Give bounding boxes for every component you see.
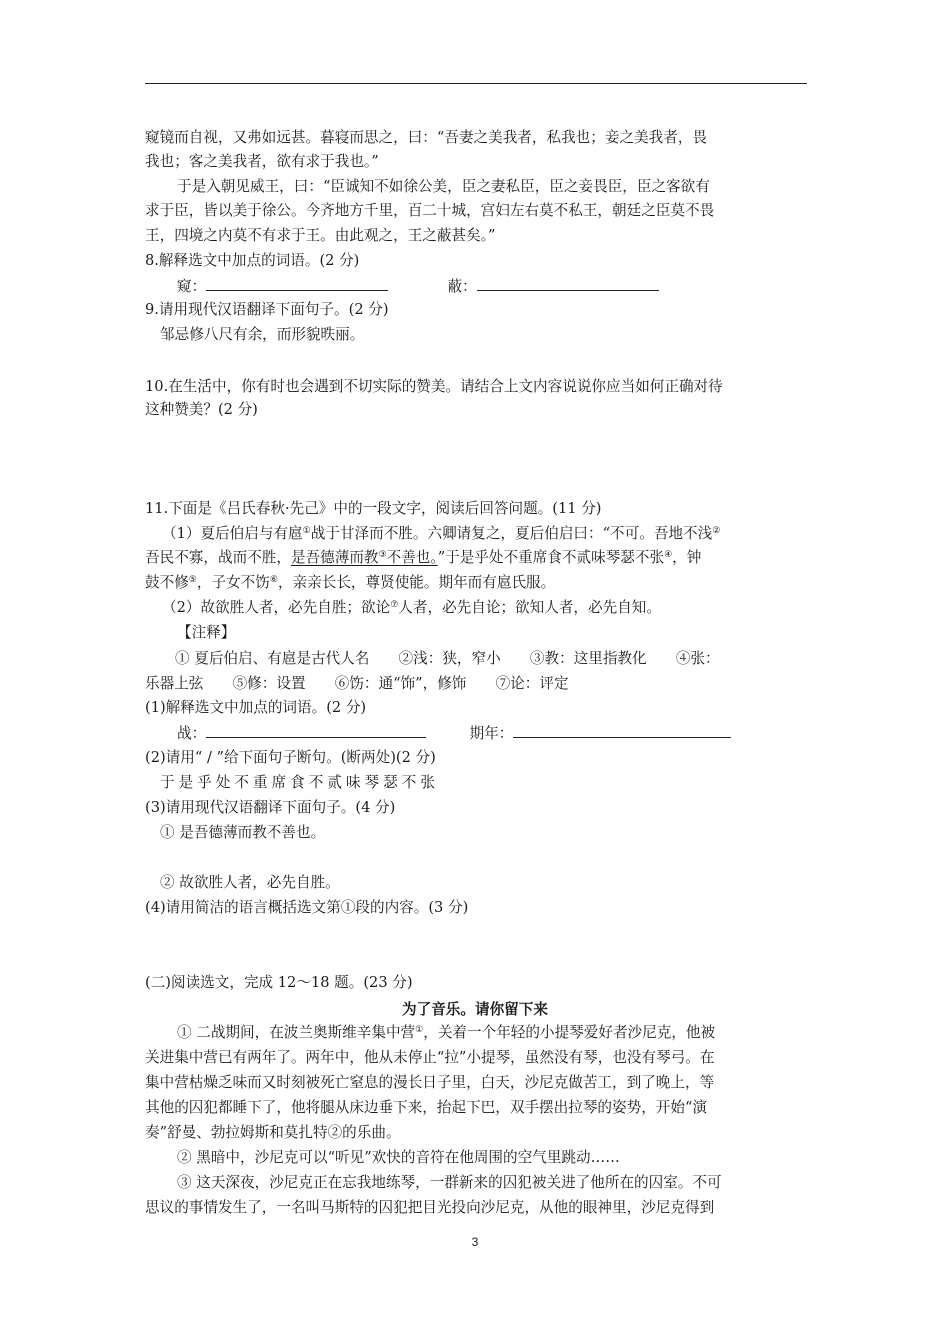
header-rule bbox=[145, 83, 807, 84]
sub1-word-1: 战： bbox=[177, 725, 207, 742]
q11-sub3-a: ① 是吾德薄而教不善也。 bbox=[160, 824, 326, 841]
section-2-heading: (二)阅读选文，完成 12～18 题。(23 分) bbox=[145, 974, 413, 991]
q8-word-2: 蔽： bbox=[447, 278, 477, 295]
q8-blank-1[interactable] bbox=[206, 276, 388, 291]
passage-line: 于是入朝见威王，曰：“臣诚知不如徐公美，臣之妻私臣，臣之妾畏臣，臣之客欲有 bbox=[177, 178, 710, 195]
article-p2: ② 黑暗中，沙尼克可以“听见”欢快的音符在他周围的空气里跳动…… bbox=[177, 1149, 620, 1166]
passage-line: 我也；客之美我者，欲有求于我也。” bbox=[145, 153, 379, 170]
footnote-mark: ⑤ bbox=[188, 575, 197, 585]
q11-sub4: (4)请用简洁的语言概括选文第①段的内容。(3 分) bbox=[145, 899, 469, 916]
text-run: 是吾德薄而教 bbox=[290, 549, 379, 566]
passage-line: 王，四境之内莫不有求于王。由此观之，王之蔽甚矣。” bbox=[145, 227, 496, 244]
footnote-mark: ⑦ bbox=[390, 600, 399, 610]
article-p1-line1 bbox=[177, 1023, 715, 1043]
article-title: 为了音乐。请你留下来 bbox=[402, 1001, 548, 1018]
passage-line: 窥镜而自视，又弗如远甚。暮寝而思之，曰：“吾妻之美我者，私我也；妾之美我者，畏 bbox=[145, 129, 708, 146]
q8-blank-2[interactable] bbox=[477, 276, 659, 291]
q11-sub3-b: ② 故欲胜人者，必先自胜。 bbox=[160, 874, 340, 891]
passage-line: 求于臣，皆以美于徐公。今齐地方千里，百二十城，宫妇左右莫不私王，朝廷之臣莫不畏 bbox=[145, 202, 715, 219]
notes-title: 【注释】 bbox=[177, 624, 236, 641]
question-11: 11.下面是《吕氏春秋·先己》中的一段文字，阅读后回答问题。(11 分) bbox=[145, 500, 602, 517]
sub1-blank-1[interactable] bbox=[206, 723, 426, 738]
q11-sub2: (2)请用“ / ”给下面句子断句。(断两处)(2 分) bbox=[145, 749, 436, 766]
text-run: （2）故欲胜人者，必先自胜；欲论 bbox=[162, 599, 391, 616]
page-number: 3 bbox=[471, 1235, 479, 1249]
footnote-mark: ① bbox=[302, 526, 311, 536]
text-run: ，钟 bbox=[672, 549, 702, 566]
q11-sub1: (1)解释选文中加点的词语。(2 分) bbox=[145, 699, 367, 716]
q11-sub2-sentence: 于是乎处不重席食不贰味琴瑟不张 bbox=[160, 774, 439, 791]
footnote-mark: ③ bbox=[378, 550, 387, 560]
q11-para2 bbox=[162, 598, 661, 618]
article-p1-line4: 其他的囚犯都睡下了，他将腿从床边垂下来，抬起下巴，双手摆出拉琴的姿势，开始“演 bbox=[145, 1099, 708, 1116]
notes-line2: 乐器上弦 ⑤修：设置 ⑥饬：通“饰”，修饰 ⑦论：评定 bbox=[145, 675, 569, 692]
question-8: 8.解释选文中加点的词语。(2 分) bbox=[145, 252, 360, 269]
notes-line1: ① 夏后伯启、有扈是古代人名 ②浅：狭，窄小 ③教：这里指教化 ④张： bbox=[175, 650, 720, 667]
q8-answer-row bbox=[177, 276, 659, 297]
footnote-mark: ④ bbox=[664, 550, 673, 560]
footnote-mark: ② bbox=[712, 526, 721, 536]
footnote-mark: ① bbox=[415, 1025, 424, 1035]
question-9: 9.请用现代汉语翻译下面句子。(2 分) bbox=[145, 301, 389, 318]
text-run: 不善也。 bbox=[386, 549, 438, 566]
text-run: ，关着一个年轻的小提琴爱好者沙尼克，他被 bbox=[423, 1024, 716, 1041]
footnote-mark: ⑥ bbox=[269, 575, 278, 585]
sub1-blank-2[interactable] bbox=[513, 723, 731, 738]
sub1-word-2: 期年： bbox=[469, 725, 514, 742]
q11-sub1-answer-row bbox=[177, 723, 731, 744]
text-run: ，子女不饬 bbox=[196, 574, 270, 591]
q11-para1-line3 bbox=[145, 573, 555, 593]
text-run: 人者，必先自论；欲知人者，必先自知。 bbox=[398, 599, 661, 616]
q11-sub3: (3)请用现代汉语翻译下面句子。(4 分) bbox=[145, 799, 396, 816]
text-run: 吾民不寡，战而不胜， bbox=[145, 549, 291, 566]
question-10-line2: 这种赞美？(2 分) bbox=[145, 401, 258, 418]
article-p3-line2: 思议的事情发生了，一名叫马斯特的囚犯把目光投向沙尼克，从他的眼神里，沙尼克得到 bbox=[145, 1199, 715, 1216]
underlined-sentence bbox=[291, 549, 438, 566]
q11-para1-line2 bbox=[145, 548, 701, 568]
article-p3-line1: ③ 这天深夜，沙尼克正在忘我地练琴，一群新来的囚犯被关进了他所在的囚室。不可 bbox=[177, 1174, 722, 1191]
q8-word-1: 窥： bbox=[177, 278, 207, 295]
article-p1-line3: 集中营枯燥乏味而又时刻被死亡窒息的漫长日子里，白天，沙尼克做苦工，到了晚上，等 bbox=[145, 1074, 715, 1091]
text-run: （1）夏后伯启与有扈 bbox=[162, 525, 303, 542]
q9-sentence: 邹忌修八尺有余，而形貌昳丽。 bbox=[160, 326, 365, 343]
q11-para1-line1 bbox=[162, 524, 720, 544]
article-p1-line5: 奏”舒曼、勃拉姆斯和莫扎特②的乐曲。 bbox=[145, 1124, 401, 1141]
text-run: ① 二战期间，在波兰奥斯维辛集中营 bbox=[177, 1024, 416, 1041]
text-run: 鼓不修 bbox=[145, 574, 189, 591]
question-10-line1: 10.在生活中，你有时也会遇到不切实际的赞美。请结合上文内容说说你应当如何正确对待 bbox=[145, 378, 723, 395]
article-p1-line2: 关进集中营已有两年了。两年中，他从未停止“拉”小提琴，虽然没有琴，也没有琴弓。在 bbox=[145, 1049, 715, 1066]
text-run: 战于甘泽而不胜。六卿请复之，夏后伯启曰：“不可。吾地不浅 bbox=[310, 525, 713, 542]
text-run: ”于是乎处不重席食不贰味琴瑟不张 bbox=[437, 549, 665, 566]
text-run: ，亲亲长长，尊贤使能。期年而有扈氏服。 bbox=[277, 574, 556, 591]
